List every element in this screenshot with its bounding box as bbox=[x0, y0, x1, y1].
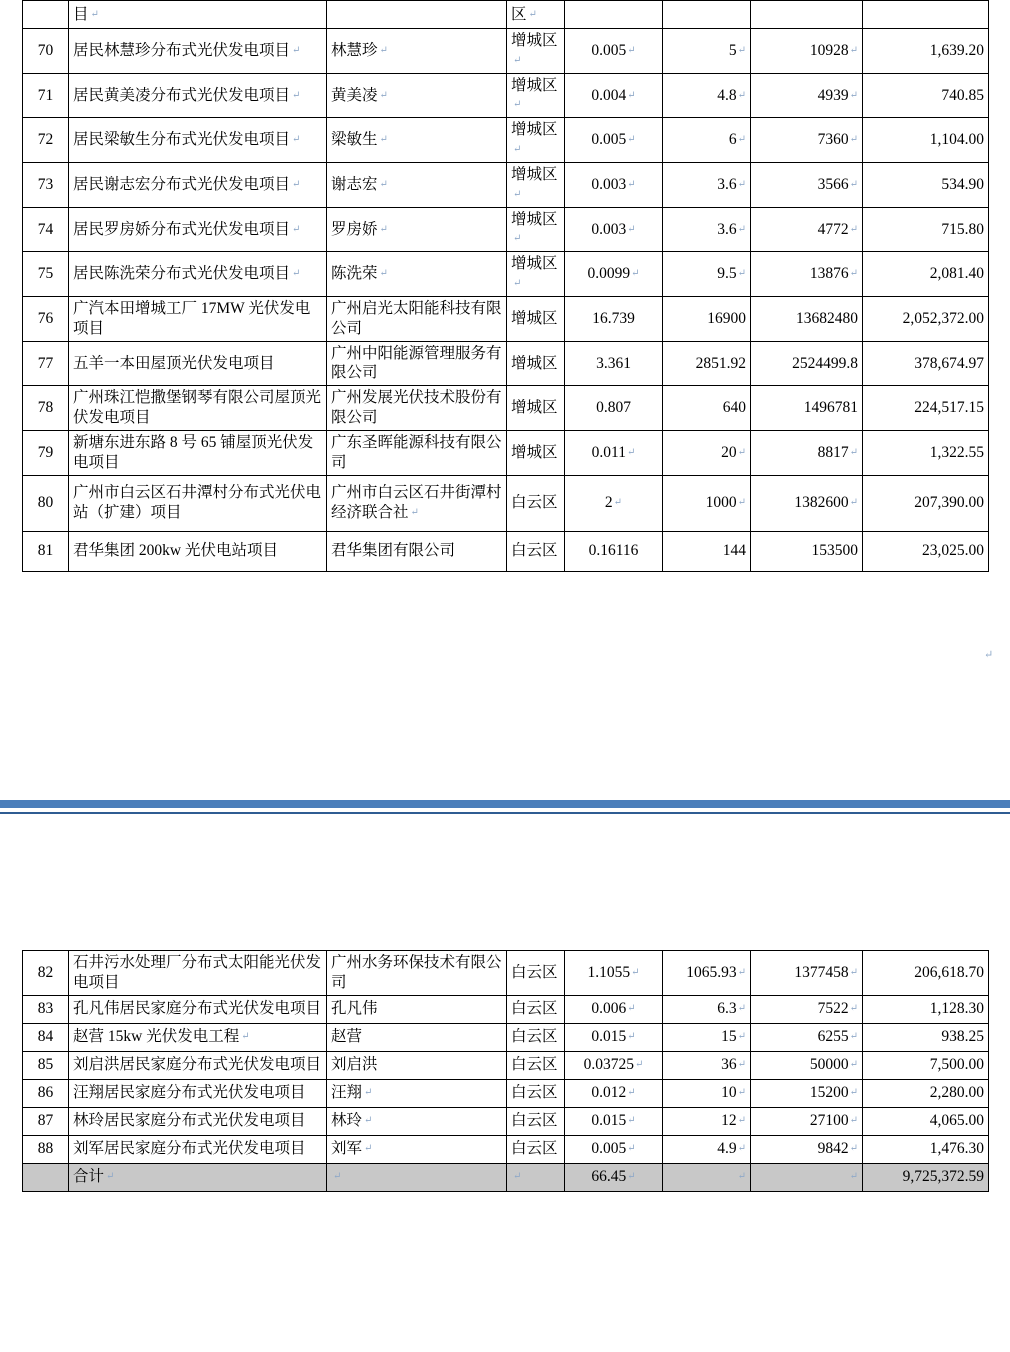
total-district-cell bbox=[507, 1163, 565, 1191]
row-index: 88 bbox=[23, 1135, 69, 1163]
table-row bbox=[23, 296, 989, 341]
district: 白云区 bbox=[507, 1023, 565, 1051]
district: 增城区 ↵ bbox=[507, 29, 565, 74]
capacity-value: 0.807 bbox=[565, 386, 663, 431]
capacity-value: 3.361 bbox=[565, 341, 663, 386]
row-index: 78 bbox=[23, 386, 69, 431]
table-row bbox=[23, 1107, 989, 1135]
amount-value: 7,500.00 bbox=[863, 1051, 989, 1079]
project-name: 广州市白云区石井潭村分布式光伏电站（扩建）项目 bbox=[69, 475, 327, 531]
project-name: 居民林慧珍分布式光伏发电项目 ↵ bbox=[69, 29, 327, 74]
capacity-value: 0.015 ↵ bbox=[565, 1023, 663, 1051]
district-continued: 区 ↵ bbox=[507, 1, 565, 29]
capacity-value: 0.003 ↵ bbox=[565, 162, 663, 207]
row-index: 77 bbox=[23, 341, 69, 386]
generation-value: 7360 ↵ bbox=[751, 118, 863, 163]
row-index: 83 bbox=[23, 995, 69, 1023]
project-owner: 广州水务环保技术有限公司 bbox=[327, 951, 507, 996]
power-value: 4.9 ↵ bbox=[663, 1135, 751, 1163]
power-value: 9.5 ↵ bbox=[663, 252, 751, 297]
generation-value: 9842 ↵ bbox=[751, 1135, 863, 1163]
capacity-value: 1.1055 ↵ bbox=[565, 951, 663, 996]
generation-value: 13682480 bbox=[751, 296, 863, 341]
row-index: 79 bbox=[23, 430, 69, 475]
amount-value: 2,081.40 bbox=[863, 252, 989, 297]
amount-value bbox=[863, 1, 989, 29]
capacity-value: 0.0099 ↵ bbox=[565, 252, 663, 297]
amount-value: 206,618.70 bbox=[863, 951, 989, 996]
capacity-value: 0.16116 bbox=[565, 531, 663, 571]
row-index bbox=[23, 1, 69, 29]
amount-value: 224,517.15 bbox=[863, 386, 989, 431]
amount-value: 1,128.30 bbox=[863, 995, 989, 1023]
amount-value: 378,674.97 bbox=[863, 341, 989, 386]
power-value: 2851.92 bbox=[663, 341, 751, 386]
generation-value: 3566 ↵ bbox=[751, 162, 863, 207]
district: 增城区 bbox=[507, 430, 565, 475]
total-generation-cell bbox=[751, 1163, 863, 1191]
district: 增城区 bbox=[507, 386, 565, 431]
generation-value: 7522 ↵ bbox=[751, 995, 863, 1023]
amount-value: 2,280.00 bbox=[863, 1079, 989, 1107]
project-name: 居民谢志宏分布式光伏发电项目 ↵ bbox=[69, 162, 327, 207]
generation-value bbox=[751, 1, 863, 29]
subsidy-table-top bbox=[22, 0, 989, 572]
total-index-cell bbox=[23, 1163, 69, 1191]
generation-value: 2524499.8 bbox=[751, 341, 863, 386]
generation-value: 15200 ↵ bbox=[751, 1079, 863, 1107]
district: 增城区 ↵ bbox=[507, 252, 565, 297]
project-name: 君华集团 200kw 光伏电站项目 bbox=[69, 531, 327, 571]
row-index: 85 bbox=[23, 1051, 69, 1079]
project-owner: 广州中阳能源管理服务有限公司 bbox=[327, 341, 507, 386]
capacity-value: 0.004 ↵ bbox=[565, 73, 663, 118]
generation-value: 8817 ↵ bbox=[751, 430, 863, 475]
row-index: 87 bbox=[23, 1107, 69, 1135]
project-name: 孔凡伟居民家庭分布式光伏发电项目 bbox=[69, 995, 327, 1023]
project-name: 五羊一本田屋顶光伏发电项目 bbox=[69, 341, 327, 386]
amount-value: 207,390.00 bbox=[863, 475, 989, 531]
power-value: 6 ↵ bbox=[663, 118, 751, 163]
power-value: 4.8 ↵ bbox=[663, 73, 751, 118]
power-value: 1000 ↵ bbox=[663, 475, 751, 531]
subsidy-table-bottom-fragment bbox=[22, 950, 988, 1192]
table-row bbox=[23, 1051, 989, 1079]
amount-value: 1,104.00 bbox=[863, 118, 989, 163]
power-value: 144 bbox=[663, 531, 751, 571]
district: 增城区 bbox=[507, 296, 565, 341]
project-owner: 孔凡伟 bbox=[327, 995, 507, 1023]
total-owner-cell bbox=[327, 1163, 507, 1191]
power-value: 36 ↵ bbox=[663, 1051, 751, 1079]
project-name: 居民黄美凌分布式光伏发电项目 ↵ bbox=[69, 73, 327, 118]
capacity-value: 2 ↵ bbox=[565, 475, 663, 531]
district: 白云区 bbox=[507, 531, 565, 571]
total-amount-value: 9,725,372.59 bbox=[863, 1163, 989, 1191]
amount-value: 938.25 bbox=[863, 1023, 989, 1051]
power-value: 5 ↵ bbox=[663, 29, 751, 74]
project-owner: 谢志宏 ↵ bbox=[327, 162, 507, 207]
district: 白云区 bbox=[507, 951, 565, 996]
district: 增城区 ↵ bbox=[507, 118, 565, 163]
table-row bbox=[23, 531, 989, 571]
project-name: 刘启洪居民家庭分布式光伏发电项目 bbox=[69, 1051, 327, 1079]
project-owner: 赵营 bbox=[327, 1023, 507, 1051]
table-row bbox=[23, 162, 989, 207]
table-row bbox=[23, 951, 989, 996]
project-name: 居民罗房娇分布式光伏发电项目 ↵ bbox=[69, 207, 327, 252]
power-value: 20 ↵ bbox=[663, 430, 751, 475]
generation-value: 4939 ↵ bbox=[751, 73, 863, 118]
table-total-row bbox=[23, 1163, 989, 1191]
project-name: 居民梁敏生分布式光伏发电项目 ↵ bbox=[69, 118, 327, 163]
generation-value: 4772 ↵ bbox=[751, 207, 863, 252]
total-capacity-value: 66.45 ↵ bbox=[565, 1163, 663, 1191]
power-value: 15 ↵ bbox=[663, 1023, 751, 1051]
table-row bbox=[23, 1023, 989, 1051]
district: 增城区 bbox=[507, 341, 565, 386]
district: 白云区 bbox=[507, 1107, 565, 1135]
capacity-value: 0.011 ↵ bbox=[565, 430, 663, 475]
project-owner: 汪翔 ↵ bbox=[327, 1079, 507, 1107]
project-name: 刘军居民家庭分布式光伏发电项目 bbox=[69, 1135, 327, 1163]
generation-value: 27100 ↵ bbox=[751, 1107, 863, 1135]
amount-value: 1,639.20 bbox=[863, 29, 989, 74]
row-index: 82 bbox=[23, 951, 69, 996]
table-row bbox=[23, 1135, 989, 1163]
project-owner: 罗房娇 ↵ bbox=[327, 207, 507, 252]
paragraph-mark-icon: ↵ bbox=[984, 649, 994, 661]
row-index: 73 bbox=[23, 162, 69, 207]
project-name: 广州珠江恺撒堡钢琴有限公司屋顶光伏发电项目 bbox=[69, 386, 327, 431]
project-name: 赵营 15kw 光伏发电工程 ↵ bbox=[69, 1023, 327, 1051]
table-row bbox=[23, 118, 989, 163]
capacity-value: 0.015 ↵ bbox=[565, 1107, 663, 1135]
generation-value: 1496781 bbox=[751, 386, 863, 431]
project-owner: 林慧珍 ↵ bbox=[327, 29, 507, 74]
district: 增城区 ↵ bbox=[507, 162, 565, 207]
project-owner: 陈洗荣 ↵ bbox=[327, 252, 507, 297]
generation-value: 1382600 ↵ bbox=[751, 475, 863, 531]
district: 白云区 bbox=[507, 1051, 565, 1079]
power-value bbox=[663, 1, 751, 29]
capacity-value: 16.739 bbox=[565, 296, 663, 341]
project-name: 林玲居民家庭分布式光伏发电项目 bbox=[69, 1107, 327, 1135]
row-index: 71 bbox=[23, 73, 69, 118]
generation-value: 50000 ↵ bbox=[751, 1051, 863, 1079]
project-owner: 黄美凌 ↵ bbox=[327, 73, 507, 118]
amount-value: 23,025.00 bbox=[863, 531, 989, 571]
table-row bbox=[23, 73, 989, 118]
row-index: 72 bbox=[23, 118, 69, 163]
amount-value: 2,052,372.00 bbox=[863, 296, 989, 341]
capacity-value bbox=[565, 1, 663, 29]
capacity-value: 0.005 ↵ bbox=[565, 29, 663, 74]
project-name: 汪翔居民家庭分布式光伏发电项目 bbox=[69, 1079, 327, 1107]
amount-value: 740.85 bbox=[863, 73, 989, 118]
table-row bbox=[23, 1079, 989, 1107]
capacity-value: 0.003 ↵ bbox=[565, 207, 663, 252]
generation-value: 6255 ↵ bbox=[751, 1023, 863, 1051]
project-owner: 林玲 ↵ bbox=[327, 1107, 507, 1135]
capacity-value: 0.012 ↵ bbox=[565, 1079, 663, 1107]
power-value: 640 bbox=[663, 386, 751, 431]
page-separator-bar bbox=[0, 800, 1010, 808]
amount-value: 1,476.30 bbox=[863, 1135, 989, 1163]
project-owner: 广州市白云区石井街潭村经济联合社 ↵ bbox=[327, 475, 507, 531]
district: 白云区 bbox=[507, 995, 565, 1023]
power-value: 16900 bbox=[663, 296, 751, 341]
district: 增城区 ↵ bbox=[507, 207, 565, 252]
row-index: 75 bbox=[23, 252, 69, 297]
project-owner: 刘启洪 bbox=[327, 1051, 507, 1079]
row-index: 70 bbox=[23, 29, 69, 74]
table-row bbox=[23, 252, 989, 297]
amount-value: 4,065.00 bbox=[863, 1107, 989, 1135]
project-owner bbox=[327, 1, 507, 29]
district: 白云区 bbox=[507, 1135, 565, 1163]
row-index: 80 bbox=[23, 475, 69, 531]
project-name: 广汽本田增城工厂 17MW 光伏发电项目 bbox=[69, 296, 327, 341]
table-row bbox=[23, 386, 989, 431]
capacity-value: 0.006 ↵ bbox=[565, 995, 663, 1023]
project-name: 石井污水处理厂分布式太阳能光伏发电项目 bbox=[69, 951, 327, 996]
power-value: 10 ↵ bbox=[663, 1079, 751, 1107]
district: 增城区 ↵ bbox=[507, 73, 565, 118]
power-value: 3.6 ↵ bbox=[663, 162, 751, 207]
project-name: 居民陈洗荣分布式光伏发电项目 ↵ bbox=[69, 252, 327, 297]
project-name: 新塘东进东路 8 号 65 铺屋顶光伏发电项目 bbox=[69, 430, 327, 475]
table-row bbox=[23, 430, 989, 475]
amount-value: 534.90 bbox=[863, 162, 989, 207]
table-row bbox=[23, 475, 989, 531]
capacity-value: 0.005 ↵ bbox=[565, 118, 663, 163]
table-row bbox=[23, 995, 989, 1023]
project-owner: 梁敏生 ↵ bbox=[327, 118, 507, 163]
total-label: 合计 ↵ bbox=[69, 1163, 327, 1191]
table-row bbox=[23, 29, 989, 74]
amount-value: 715.80 bbox=[863, 207, 989, 252]
power-value: 12 ↵ bbox=[663, 1107, 751, 1135]
capacity-value: 0.005 ↵ bbox=[565, 1135, 663, 1163]
row-index: 76 bbox=[23, 296, 69, 341]
generation-value: 1377458 ↵ bbox=[751, 951, 863, 996]
amount-value: 1,322.55 bbox=[863, 430, 989, 475]
capacity-value: 0.03725 ↵ bbox=[565, 1051, 663, 1079]
district: 白云区 bbox=[507, 475, 565, 531]
project-owner: 君华集团有限公司 bbox=[327, 531, 507, 571]
row-index: 74 bbox=[23, 207, 69, 252]
generation-value: 153500 bbox=[751, 531, 863, 571]
project-owner: 刘军 ↵ bbox=[327, 1135, 507, 1163]
project-owner: 广东圣晖能源科技有限公司 bbox=[327, 430, 507, 475]
project-owner: 广州启光太阳能科技有限公司 bbox=[327, 296, 507, 341]
power-value: 6.3 ↵ bbox=[663, 995, 751, 1023]
table-row bbox=[23, 341, 989, 386]
page-separator-line bbox=[0, 812, 1010, 814]
power-value: 3.6 ↵ bbox=[663, 207, 751, 252]
row-index: 81 bbox=[23, 531, 69, 571]
table-row-partial bbox=[23, 1, 989, 29]
total-power-cell bbox=[663, 1163, 751, 1191]
district: 白云区 bbox=[507, 1079, 565, 1107]
project-name-continued: 目 ↵ bbox=[69, 1, 327, 29]
power-value: 1065.93 ↵ bbox=[663, 951, 751, 996]
subsidy-table-top-fragment bbox=[22, 0, 994, 661]
generation-value: 10928 ↵ bbox=[751, 29, 863, 74]
subsidy-table-bottom bbox=[22, 950, 989, 1192]
row-index: 86 bbox=[23, 1079, 69, 1107]
project-owner: 广州发展光伏技术股份有限公司 bbox=[327, 386, 507, 431]
row-index: 84 bbox=[23, 1023, 69, 1051]
table-row bbox=[23, 207, 989, 252]
generation-value: 13876 ↵ bbox=[751, 252, 863, 297]
